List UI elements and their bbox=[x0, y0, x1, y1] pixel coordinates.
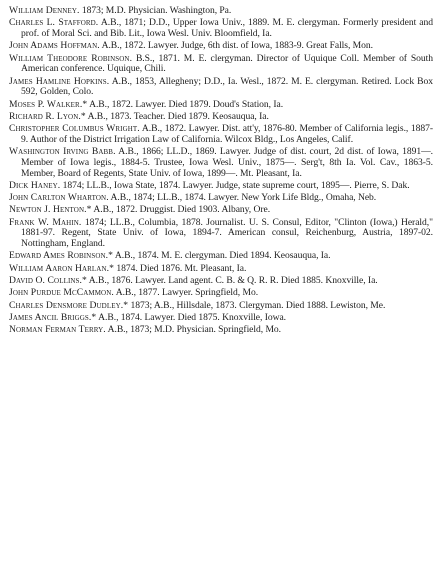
alumni-entry bbox=[9, 112, 433, 123]
alumni-entry bbox=[9, 54, 433, 75]
alumni-entry bbox=[9, 6, 433, 17]
alumni-details: 1874. Died 1876. Mt. Pleasant, Ia. bbox=[116, 262, 247, 274]
alumni-name: Norman Ferman Terry. bbox=[9, 324, 106, 336]
alumni-entry bbox=[9, 264, 433, 275]
alumni-name: Christopher Columbus Wright. bbox=[9, 123, 140, 135]
alumni-name: Edward Ames Robinson.* bbox=[9, 250, 114, 262]
alumni-details: A.B., 1872. Druggist. Died 1903. Albany, Ore. bbox=[93, 204, 271, 216]
alumni-details: A.B., 1853, Allegheny; D.D., Ia. Wesl., 1872. M. E. clergyman. Retired. Lock Box 592, Golden, Colo. bbox=[21, 75, 433, 98]
alumni-name: David O. Collins.* bbox=[9, 275, 87, 287]
alumni-details: A.B., 1872. Lawyer. Dist. att'y, 1876-80. Member of California legis., 1887-9. Author of the District Irrigation Law of California. Wilcox Bldg., Los Angeles, Calif. bbox=[21, 123, 433, 145]
alumni-entry bbox=[9, 181, 433, 192]
alumni-name: Newton J. Henton.* bbox=[9, 204, 92, 216]
alumni-details: A.B., 1872. Lawyer. Judge, 6th dist. of Iowa, 1883-9. Great Falls, Mon. bbox=[101, 40, 373, 52]
alumni-details: 1873; A.B., Hillsdale, 1873. Clergyman. Died 1888. Lewiston, Me. bbox=[130, 299, 386, 311]
alumni-details: A.B., 1871; D.D., Upper Iowa Univ., 1889. M. E. clergyman. Formerly president and prof. of Moral Sci. and Bib. Lit., Iowa Wesl. Univ. Bloomfield, Ia. bbox=[21, 17, 433, 39]
alumni-entry bbox=[9, 325, 433, 336]
alumni-entry bbox=[9, 77, 433, 98]
alumni-name: James Ancil Briggs.* bbox=[9, 311, 97, 323]
alumni-entry bbox=[9, 288, 433, 299]
alumni-name: John Adams Hoffman. bbox=[9, 40, 100, 52]
alumni-entry bbox=[9, 218, 433, 250]
alumni-details: 1874; LL.B., Iowa State, 1874. Lawyer. Judge, state supreme court, 1895—. Pierre, S. Dak. bbox=[62, 179, 410, 191]
alumni-details: 1874; LL.B., Columbia, 1878. Journalist. U. S. Consul, Editor, "Clinton (Iowa,) Herald," 1881-97. Regent, State Univ. of Iowa, 1894-7. American consul, Reichenburg, Austria, 1897-02. Nottingham, England. bbox=[21, 216, 433, 250]
alumni-name: James Hamline Hopkins. bbox=[9, 75, 110, 87]
alumni-details: A.B., 1873; M.D. Physician. Springfield, Mo. bbox=[107, 324, 282, 336]
alumni-entry bbox=[9, 313, 433, 324]
alumni-details: B.S., 1871. M. E. clergyman. Director of Uquique Coll. Member of South American conference. Uquique, Chili. bbox=[21, 52, 433, 75]
alumni-name: Moses P. Walker.* bbox=[9, 98, 88, 110]
alumni-name: Washington Irving Babb. bbox=[9, 146, 116, 158]
alumni-details: A.B., 1874. M. E. clergyman. Died 1894. Keosauqua, Ia. bbox=[114, 250, 331, 262]
alumni-entry bbox=[9, 18, 433, 39]
alumni-entry bbox=[9, 193, 433, 204]
alumni-name: William Aaron Harlan.* bbox=[9, 262, 115, 274]
alumni-entry bbox=[9, 276, 433, 287]
alumni-entry bbox=[9, 100, 433, 111]
alumni-name: Dick Haney. bbox=[9, 179, 61, 191]
alumni-name: William Theodore Robinson. bbox=[9, 52, 133, 64]
alumni-entry bbox=[9, 147, 433, 179]
alumni-name: Charles L. Stafford. bbox=[9, 17, 99, 29]
alumni-entry bbox=[9, 301, 433, 312]
alumni-details: 1873; M.D. Physician. Washington, Pa. bbox=[81, 5, 232, 16]
alumni-name: John Purdue McCammon. bbox=[9, 287, 114, 299]
alumni-details: A.B., 1872. Lawyer. Died 1879. Doud's Station, Ia. bbox=[89, 98, 284, 110]
alumni-entry bbox=[9, 124, 433, 145]
alumni-entry bbox=[9, 251, 433, 262]
alumni-entry bbox=[9, 205, 433, 216]
alumni-name: John Carlton Wharton. bbox=[9, 192, 109, 204]
alumni-name: Charles Densmore Dudley.* bbox=[9, 299, 129, 311]
alumni-details: A.B., 1876. Lawyer. Land agent. C. B. & Q. R. R. Died 1885. Knoxville, Ia. bbox=[88, 275, 378, 287]
alumni-name: Frank W. Mahin. bbox=[9, 216, 82, 228]
alumni-details: A.B., 1877. Lawyer. Springfield, Mo. bbox=[115, 287, 259, 299]
alumni-details: A.B., 1873. Teacher. Died 1879. Keosauqua, Ia. bbox=[87, 110, 269, 122]
alumni-details: A.B., 1874. Lawyer. Died 1875. Knoxville, Iowa. bbox=[98, 311, 287, 323]
alumni-name: Richard R. Lyon.* bbox=[9, 110, 86, 122]
alumni-details: A.B., 1874; LL.B., 1874. Lawyer. New York Life Bldg., Omaha, Neb. bbox=[110, 192, 377, 204]
alumni-entry bbox=[9, 41, 433, 52]
alumni-details: A.B., 1866; LL.D., 1869. Lawyer. Judge of dist. court, 2d dist. of Iowa, 1891—. Member of Iowa legis., 1884-5. Trustee, Iowa Wesl. Univ., 1875—. Serg't, 8th Ia. Vol. Cav., 1863-5. Member, Board of Regents, State Univ. of Iowa, 1899—. Mt. Pleasant, Ia. bbox=[21, 146, 433, 179]
alumni-name: William Denney. bbox=[9, 5, 80, 16]
